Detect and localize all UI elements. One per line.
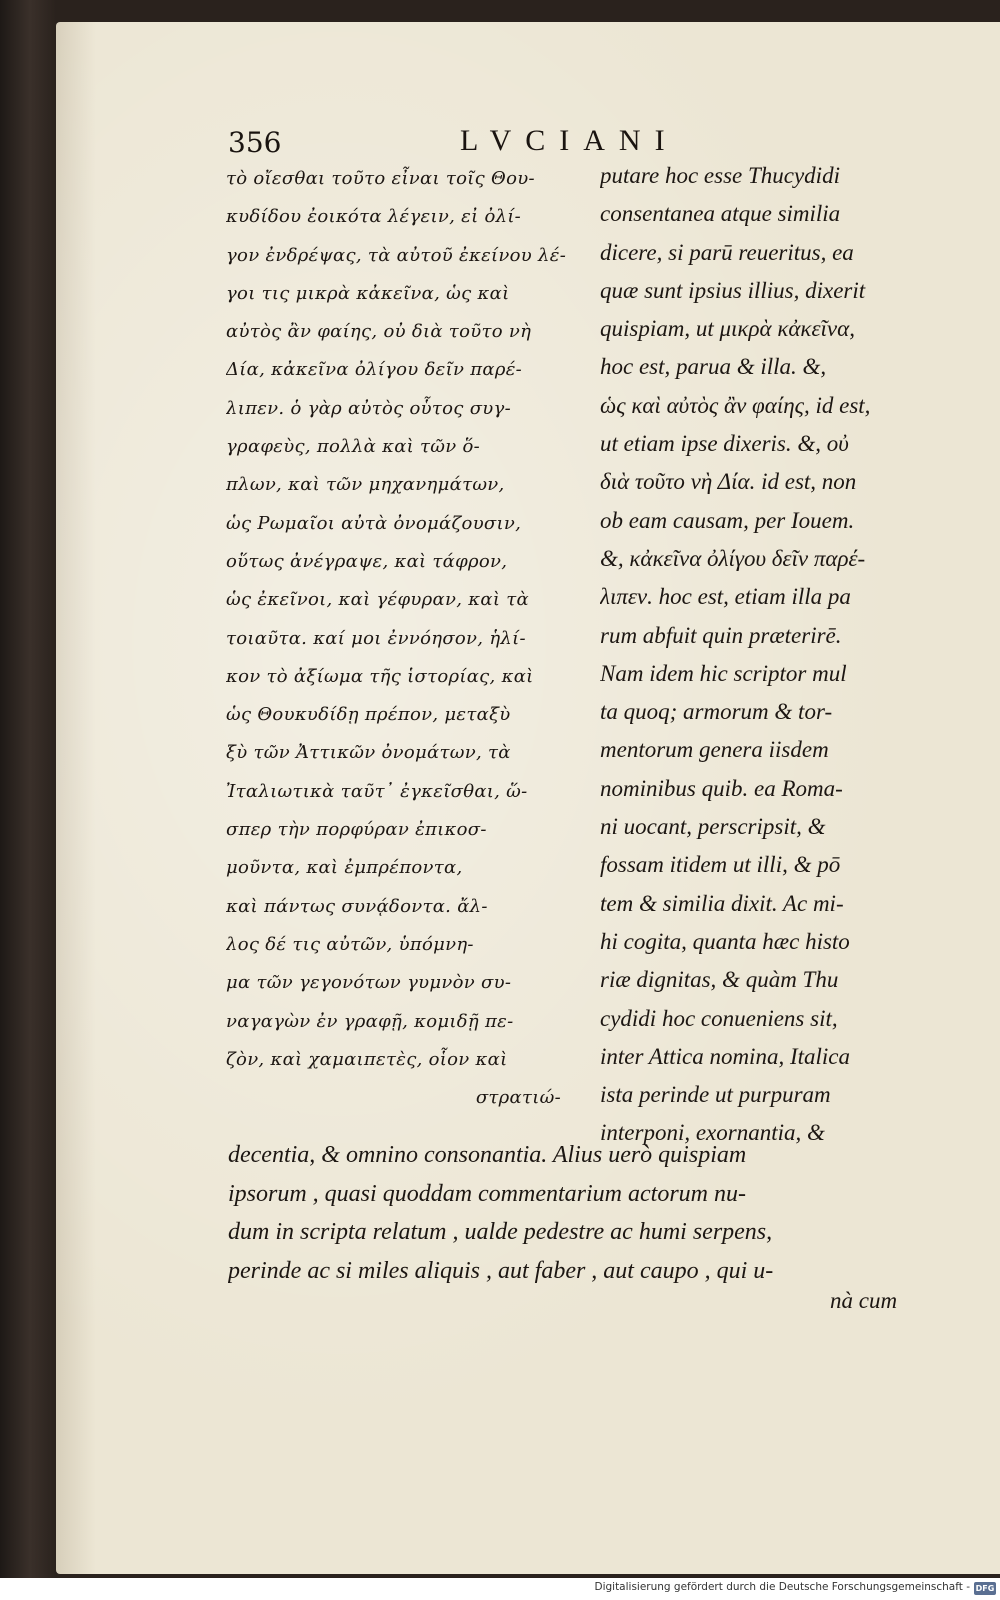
text-line: γοι τις μικρὰ κἀκεῖνα, ὡς καὶ (226, 282, 510, 304)
text-line: inter Attica nomina, Italica (600, 1043, 850, 1069)
text-line: κυδίδου ἐοικότα λέγειν, εἰ ὀλί- (226, 206, 522, 228)
text-line: γραφεὺς, πολλὰ καὶ τῶν ὅ- (226, 436, 481, 458)
text-line: quæ sunt ipsius illius, dixerit (600, 277, 866, 303)
text-line: decentia, & omnino consonantia. Alius uerò quispiam (228, 1142, 747, 1168)
text-line: Δία, κἀκεῖνα ὀλίγου δεῖν παρέ- (226, 359, 523, 381)
text-line: rum abfuit quin præterirē. (600, 622, 842, 648)
text-line: ni uocant, perscripsit, & (600, 814, 826, 840)
text-line: μοῦντα, καὶ ἐμπρέποντα, (226, 857, 463, 879)
text-line: tem & similia dixit. Ac mi- (600, 890, 844, 916)
text-line: σπερ τὴν πορφύραν ἐπικοσ- (226, 819, 487, 841)
text-line: fossam itidem ut illi, & pō (600, 852, 841, 878)
text-line: consentanea atque similia (600, 201, 841, 227)
text-line: hi cogita, quanta hæc histo (600, 928, 850, 954)
latin-text-column (600, 157, 940, 1153)
text-line: &, κἀκεῖνα ὀλίγου δεῖν παρέ- (600, 545, 866, 571)
text-line: τοιαῦτα. καί μοι ἐννόησον, ἡλί- (226, 627, 526, 649)
text-line: διὰ τοῦτο νὴ Δία. id est, non (600, 469, 857, 495)
text-line: πλων, καὶ τῶν μηχανημάτων, (226, 474, 505, 496)
text-line: interponi, exornantia, & (600, 1120, 825, 1146)
text-line: ista perinde ut purpuram (600, 1082, 831, 1108)
text-line: μα τῶν γεγονότων γυμνὸν συ- (226, 972, 512, 994)
catchword: nà cum (830, 1288, 898, 1313)
text-line: ναγαγὼν ἐν γραφῇ, κομιδῇ πε- (226, 1010, 514, 1032)
text-line: ξὺ τῶν Ἀττικῶν ὀνομάτων, τὰ (226, 742, 511, 764)
text-line: hoc est, parua & illa. &, (600, 354, 827, 380)
text-line: τὸ οἴεσθαι τοῦτο εἶναι τοῖς Θου- (226, 168, 535, 189)
text-line: riæ dignitas, & quàm Thu (600, 967, 839, 993)
text-line: Nam idem hic scriptor mul (600, 660, 847, 686)
page-number: 356 (228, 126, 282, 159)
text-line: perinde ac si miles aliquis , aut faber , aut caupo , qui u- (228, 1257, 774, 1284)
text-line: στρατιώ- (475, 1087, 561, 1109)
dfg-logo: DFG (975, 1584, 995, 1593)
text-line: quispiam, ut μικρὰ κἀκεῖνα, (600, 316, 855, 342)
footer-bar (0, 1578, 1000, 1600)
text-line: ζὸν, καὶ χαμαιπετὲς, οἷον καὶ (226, 1048, 508, 1070)
text-line: καὶ πάντως συνᾴδοντα. ἄλ- (226, 895, 488, 917)
running-title: LVCIANI (460, 124, 679, 157)
text-line: λιπεν. ὁ γὰρ αὐτὸς οὗτος συγ- (226, 397, 511, 419)
text-line: cydidi hoc conueniens sit, (600, 1005, 838, 1031)
text-line: κον τὸ ἀξίωμα τῆς ἱστορίας, καὶ (226, 665, 534, 687)
text-line: ipsorum , quasi quoddam commentarium actorum nu- (228, 1180, 746, 1207)
text-line: αὐτὸς ἂν φαίης, οὐ διὰ τοῦτο νὴ (226, 321, 532, 343)
text-line: γον ἐνδρέψας, τὰ αὐτοῦ ἐκείνου λέ- (226, 244, 567, 266)
full-width-text-block (228, 1136, 938, 1290)
text-line: λιπεν. hoc est, etiam illa pa (600, 584, 851, 610)
text-line: ὡς ἐκεῖνοι, καὶ γέφυραν, καὶ τὰ (226, 589, 529, 611)
text-line: dicere, si parū reueritus, ea (600, 239, 854, 265)
text-line: ὡς Θουκυδίδῃ πρέπον, μεταξὺ (226, 704, 511, 726)
text-line: ob eam causam, per Iouem. (600, 507, 855, 533)
text-line: ut etiam ipse dixeris. &, οὐ (600, 431, 849, 457)
text-line: ta quoq; armorum & tor- (600, 699, 833, 725)
text-line: ὡς Ρωμαῖοι αὐτὰ ὀνομάζουσιν, (226, 512, 522, 534)
text-line: ὡς καὶ αὐτὸς ἂν φαίης, id est, (600, 392, 871, 418)
text-line: λος δέ τις αὐτῶν, ὑπόμνη- (226, 933, 474, 955)
footer-credit: Digitalisierung gefördert durch die Deutsche Forschungsgemeinschaft - (594, 1581, 970, 1593)
text-line: Ἰταλιωτικὰ ταῦτ᾽ ἐγκεῖσθαι, ὥ- (226, 780, 528, 802)
greek-text-column (226, 160, 571, 1117)
text-line: dum in scripta relatum , ualde pedestre ac humi serpens, (228, 1219, 773, 1245)
text-line: οὕτως ἀνέγραψε, καὶ τάφρον, (226, 550, 508, 572)
page-header (228, 120, 948, 160)
text-line: nominibus quib. ea Roma- (600, 775, 843, 801)
text-line: putare hoc esse Thucydidi (600, 163, 840, 188)
text-line: mentorum genera iisdem (600, 737, 829, 763)
